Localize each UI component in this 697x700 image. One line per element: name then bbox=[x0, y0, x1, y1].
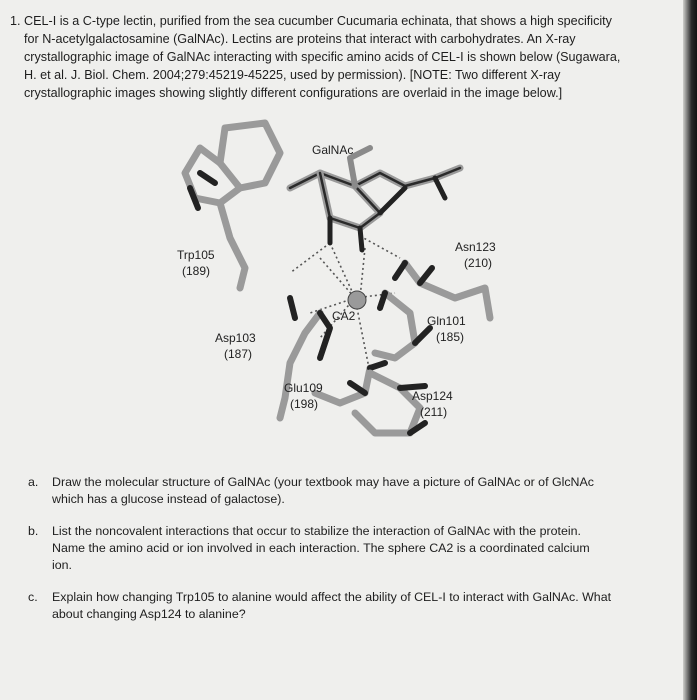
glu109-residue bbox=[315, 363, 385, 403]
page-edge-shadow bbox=[683, 0, 697, 700]
label-ca2: CA2 bbox=[332, 309, 356, 323]
calcium-ion-sphere bbox=[348, 291, 366, 309]
question-line: crystallographic images showing slightly different configurations are overlaid in the image below.] bbox=[24, 86, 563, 100]
label-glu109: Glu109 bbox=[284, 381, 323, 395]
part-b bbox=[28, 523, 676, 574]
label-asp124-number: (211) bbox=[420, 405, 448, 419]
part-c bbox=[28, 589, 676, 623]
label-asp103: Asp103 bbox=[215, 331, 256, 345]
part-label: a. bbox=[28, 475, 39, 489]
part-a bbox=[28, 474, 676, 508]
question-line: CEL-I is a C-type lectin, purified from the sea cucumber Cucumaria echinata, that shows a high specificity bbox=[24, 14, 612, 28]
part-label: b. bbox=[28, 524, 39, 538]
question-text bbox=[24, 12, 674, 102]
part-label: c. bbox=[28, 590, 38, 604]
part-line: about changing Asp124 to alanine? bbox=[52, 607, 246, 621]
label-galnac: GalNAc bbox=[312, 143, 354, 157]
part-line: Explain how changing Trp105 to alanine would affect the ability of CEL-I to interact with GalNAc. What bbox=[52, 590, 612, 604]
label-asp124: Asp124 bbox=[412, 389, 453, 403]
question-line: crystallographic image of GalNAc interacting with specific amino acids of CEL-I is shown below (Sugawara, bbox=[24, 50, 621, 64]
part-line: ion. bbox=[52, 558, 72, 572]
part-line: Name the amino acid or ion involved in each interaction. The sphere CA2 is a coordinated calcium bbox=[52, 541, 590, 555]
part-line: List the noncovalent interactions that occur to stabilize the interaction of GalNAc with the protein. bbox=[52, 524, 581, 538]
part-text bbox=[52, 523, 676, 574]
question-1 bbox=[10, 12, 674, 102]
crystal-structure-figure bbox=[170, 118, 510, 458]
label-trp105-number: (189) bbox=[182, 264, 211, 278]
question-number: 1. bbox=[10, 14, 21, 28]
part-text bbox=[52, 474, 676, 508]
label-asn123-number: (210) bbox=[464, 256, 493, 270]
galnac-molecule bbox=[290, 148, 460, 250]
label-gln101-number: (185) bbox=[436, 330, 465, 344]
question-line: for N-acetylgalactosamine (GalNAc). Lectins are proteins that interact with carbohydrates. An X-ray bbox=[24, 32, 576, 46]
sub-questions bbox=[28, 474, 676, 638]
gln101-residue bbox=[375, 293, 430, 358]
part-line: which has a glucose instead of galactose). bbox=[52, 492, 285, 506]
question-line: H. et al. J. Biol. Chem. 2004;279:45219-45225, used by permission). [NOTE: Two different X-ray bbox=[24, 68, 561, 82]
label-glu109-number: (198) bbox=[290, 397, 319, 411]
label-gln101: Gln101 bbox=[427, 314, 466, 328]
label-asn123: Asn123 bbox=[455, 240, 496, 254]
part-line: Draw the molecular structure of GalNAc (your textbook may have a picture of GalNAc or of GlcNAc bbox=[52, 475, 594, 489]
part-text bbox=[52, 589, 676, 623]
label-asp103-number: (187) bbox=[224, 347, 253, 361]
label-trp105: Trp105 bbox=[177, 248, 215, 262]
